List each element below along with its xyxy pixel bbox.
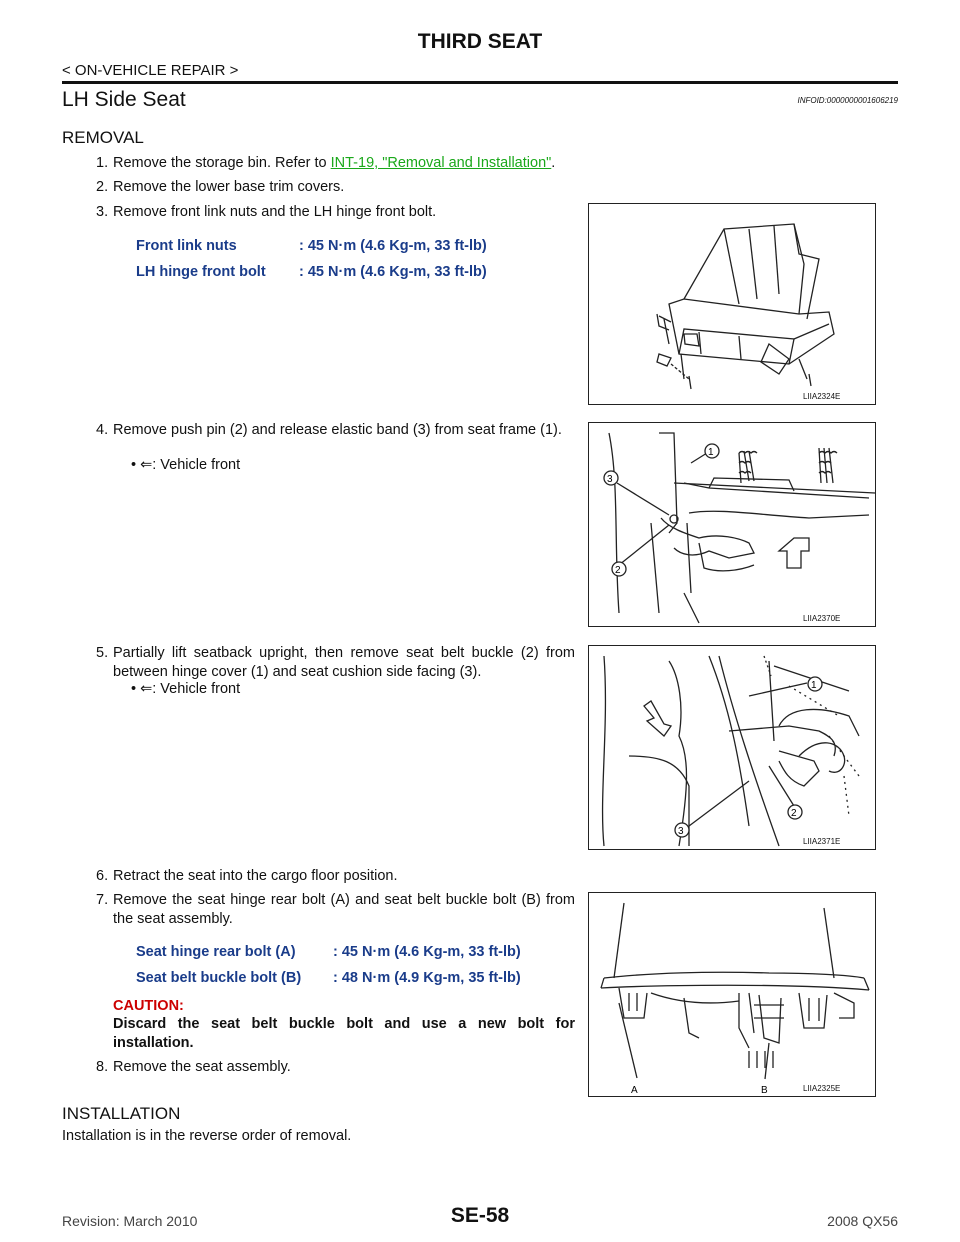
step-number: 4. [96, 422, 109, 438]
step-6 [96, 867, 398, 886]
installation-text: Installation is in the reverse order of removal. [62, 1128, 352, 1144]
installation-heading: INSTALLATION [62, 1104, 181, 1123]
step-2 [96, 178, 345, 197]
seat-rear-illustration [589, 893, 875, 1096]
ref-link-int-19[interactable]: INT-19, "Removal and Installation" [330, 155, 552, 171]
revision-date: Revision: March 2010 [62, 1213, 198, 1229]
callout-a: A [631, 1085, 638, 1096]
step-2-text: Remove the lower base trim covers. [113, 179, 345, 195]
step-8-text: Remove the seat assembly. [113, 1059, 291, 1075]
step-4-text: Remove push pin (2) and release elastic band (3) from seat frame (1). [113, 422, 562, 438]
step-1-suffix: . [551, 155, 556, 171]
caution-heading: CAUTION: [113, 998, 184, 1014]
spec-buckle-bolt-value: : 48 N·m (4.9 Kg-m, 35 ft-lb) [333, 970, 521, 986]
vehicle-model: 2008 QX56 [827, 1213, 898, 1229]
step-6-text: Retract the seat into the cargo floor position. [113, 868, 398, 884]
page-title: THIRD SEAT [417, 30, 543, 53]
figure-code: LIIA2370E [803, 614, 841, 623]
spec-lh-hinge-value: : 45 N·m (4.6 Kg-m, 33 ft-lb) [299, 264, 487, 280]
callout-3: 3 [607, 474, 613, 485]
spec-front-link-nuts-label: Front link nuts [136, 238, 237, 254]
step-5-text: Partially lift seatback upright, then remove seat belt buckle (2) from between hinge cover (1) and seat cushion side facing (3). [113, 645, 575, 680]
callout-b: B [761, 1085, 768, 1096]
spec-buckle-bolt-label: Seat belt buckle bolt (B) [136, 970, 302, 986]
info-id: INFOID:0000000001606219 [797, 96, 898, 105]
spec-front-link-nuts-value: : 45 N·m (4.6 Kg-m, 33 ft-lb) [299, 238, 487, 254]
step-4 [96, 421, 575, 440]
step-1-text: Remove the storage bin. Refer to [113, 155, 331, 171]
figure-seat-bolts-rear [588, 892, 876, 1097]
step-3-text: Remove front link nuts and the LH hinge front bolt. [113, 204, 437, 220]
spec-hinge-rear-bolt-label: Seat hinge rear bolt (A) [136, 944, 296, 960]
step-number: 1. [96, 155, 109, 171]
figure-code: LIIA2324E [803, 392, 841, 401]
step-7-text: Remove the seat hinge rear bolt (A) and seat belt buckle bolt (B) from the seat assembly. [113, 892, 575, 927]
step-1 [96, 154, 556, 173]
step-number: 7. [96, 892, 109, 908]
section-title: LH Side Seat [62, 88, 186, 111]
callout-1: 1 [708, 447, 714, 458]
figure-code: LIIA2371E [803, 837, 841, 846]
spec-lh-hinge-label: LH hinge front bolt [136, 264, 266, 280]
callout-3: 3 [678, 826, 684, 837]
step-8 [96, 1058, 291, 1077]
step-7 [96, 891, 575, 929]
push-pin-illustration [589, 423, 875, 626]
callout-2: 2 [615, 565, 621, 576]
step-5 [96, 644, 575, 682]
callout-2: 2 [791, 808, 797, 819]
step-4-bullet: • ⇐: Vehicle front [131, 457, 241, 473]
figure-push-pin [588, 422, 876, 627]
step-5-bullet: • ⇐: Vehicle front [131, 681, 241, 697]
removal-heading: REMOVAL [62, 128, 144, 147]
step-number: 5. [96, 645, 109, 661]
figure-seat-belt-buckle [588, 645, 876, 850]
step-number: 6. [96, 868, 109, 884]
spec-hinge-rear-bolt-value: : 45 N·m (4.6 Kg-m, 33 ft-lb) [333, 944, 521, 960]
step-number: 8. [96, 1059, 109, 1075]
figure-code: LIIA2325E [803, 1084, 841, 1093]
header-divider [62, 81, 898, 84]
step-number: 2. [96, 179, 109, 195]
page-number: SE-58 [450, 1204, 510, 1227]
caution-text: Discard the seat belt buckle bolt and use a new bolt for installation. [113, 1016, 575, 1051]
seat-illustration [589, 204, 875, 404]
step-number: 3. [96, 204, 109, 220]
callout-1: 1 [811, 680, 817, 691]
step-3 [96, 203, 437, 222]
breadcrumb: < ON-VEHICLE REPAIR > [62, 62, 239, 79]
buckle-illustration [589, 646, 875, 849]
figure-seat-front-bolts [588, 203, 876, 405]
